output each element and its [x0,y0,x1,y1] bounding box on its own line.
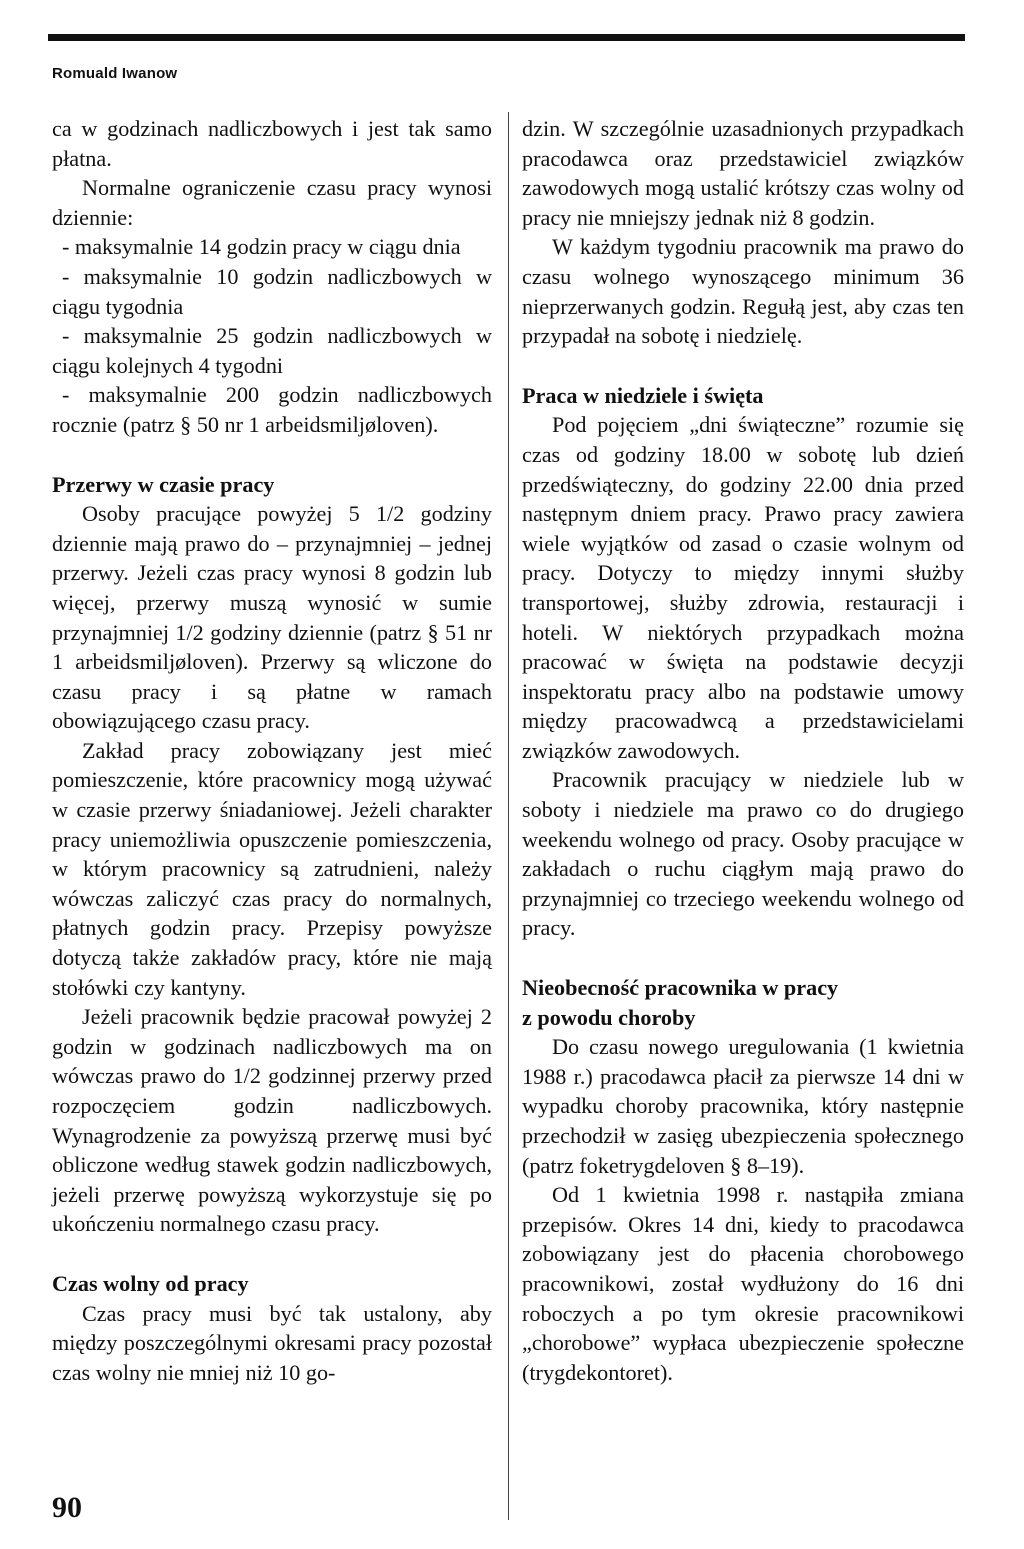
list-item-limit: - maksymalnie 10 godzin nadliczbowych w ciągu tygodnia [52,263,492,319]
heading-breaks: Przerwy w czasie pracy [52,471,275,497]
column-divider [508,112,509,1520]
paragraph-continuation: dzin. W szczególnie uzasadnionych przypadkach pracodawca oraz przedstawiciel związków zawodowych mogą ustalić krótszy czas wolny od pracy nie mniejszy jednak niż 8 godzin. [522,116,964,230]
paragraph-holidays-1: Pod pojęciem „dni świąteczne” rozumie się czas od godziny 18.00 w sobotę lub dzień przedświąteczny, do godziny 22.00 dnia przed następnym dniem pracy. Prawo pracy zawiera wiele wyjątków od zasad o czasie wolnym od pracy. Dotyczy to między innymi służby transportowej, służby zdrowia, restauracji i hoteli. W niektórych przypadkach można pracować w święta na podstawie decyzji inspektoratu pracy albo na podstawie umowy między pracowadwcą a przedstawicielami związków zawodowych. [522,412,964,763]
list-item-limit: - maksymalnie 200 godzin nadliczbowych rocznie (patrz § 50 nr 1 arbeidsmiljøloven). [52,382,492,437]
paragraph-breaks-2: Zakład pracy zobowiązany jest mieć pomieszczenie, które pracownicy mogą używać w czasie przerwy śniadaniowej. Jeżeli charakter pracy uniemożliwia opuszczenie pomieszczenia, w którym pracownicy są zatrudnieni, należy wówczas zaliczyć czas pracy do normalnych, płatnych godzin pracy. Przepisy powyższe dotyczą także zakładów pracy, które nie mają stołówki czy kantyny. [52,737,492,1000]
paragraph-free-time: Czas pracy musi być tak ustalony, aby między poszczególnymi okresami pracy pozostał czas wolny nie mniej niż 10 go- [52,1300,492,1385]
list-item-limit: - maksymalnie 14 godzin pracy w ciągu dnia [62,234,461,260]
heading-sickness-line-2: z powodu choroby [522,1004,696,1030]
heading-sickness-line-1: Nieobecność pracownika w pracy [522,975,839,1001]
paragraph-breaks-3: Jeżeli pracownik będzie pracował powyżej 2 godzin w godzinach nadliczbowych ma on wówczas prawo do 1/2 godzinnej przerwy przed rozpoczęciem godzin nadliczbowych. Wynagrodzenie za powyższą przerwę musi być obliczone według stawek godzin nadliczbowych, jeżeli przerwę powyższą wykorzystuje się po ukończeniu normalnego czasu pracy. [52,1004,492,1237]
left-column [52,114,492,1387]
paragraph-breaks-1: Osoby pracujące powyżej 5 1/2 godziny dziennie mają prawo do – przynajmniej – jednej przerwy. Jeżeli czas pracy wynosi 8 godzin lub więcej, przerwy muszą wynosić w sumie przynajmniej 1/2 godziny dziennie (patrz § 51 nr 1 arbeidsmiljøloven). Przerwy są wliczone do czasu pracy i są płatne w ramach obowiązującego czasu pracy. [52,501,492,734]
heading-free-time: Czas wolny od pracy [52,1270,249,1296]
page-number: 90 [52,1491,82,1524]
paragraph-sickness-2: Od 1 kwietnia 1998 r. nastąpiła zmiana przepisów. Okres 14 dni, kiedy to pracodawca zobowiązany jest do płacenia chorobowego pracownikowi, został wydłużony do 16 dni roboczych a po tym okresie pracownikowi „chorobowe” wypłaca ubezpieczenie społeczne (trygdekontoret). [522,1182,964,1385]
section-gap [522,943,964,973]
paragraph-sickness-1: Do czasu nowego uregulowania (1 kwietnia 1988 r.) pracodawca płacił za pierwsze 14 dni w wypadku choroby pracownika, który następnie przechodził w zasięg ubezpieczenia społecznego (patrz foketrygdeloven § 8–19). [522,1034,964,1178]
section-gap [52,1239,492,1269]
paragraph-holidays-2: Pracownik pracujący w niedziele lub w soboty i niedziele ma prawo co do drugiego weekendu wolnego od pracy. Osoby pracujące w zakładach o ruchu ciągłym mają prawo do przynajmniej co trzeciego weekendu wolnego od pracy. [522,767,964,941]
section-gap [522,351,964,381]
paragraph-limits: Normalne ograniczenie czasu pracy wynosi dziennie: [52,175,492,230]
paragraph-intro: ca w godzinach nadliczbowych i jest tak samo płatna. [52,116,492,171]
list-item-limit: - maksymalnie 25 godzin nadliczbowych w ciągu kolejnych 4 tygodni [52,323,492,378]
running-head-author: Romuald Iwanow [52,65,178,82]
heading-sickness [522,973,964,1032]
top-rule [48,34,965,41]
right-column [522,114,964,1387]
section-gap [52,440,492,470]
heading-holidays: Praca w niedziele i święta [522,382,764,408]
paragraph-weekly: W każdym tygodniu pracownik ma prawo do czasu wolnego wynoszącego minimum 36 nieprzerwanych godzin. Regułą jest, aby czas ten przypadał na sobotę i niedzielę. [522,234,964,349]
